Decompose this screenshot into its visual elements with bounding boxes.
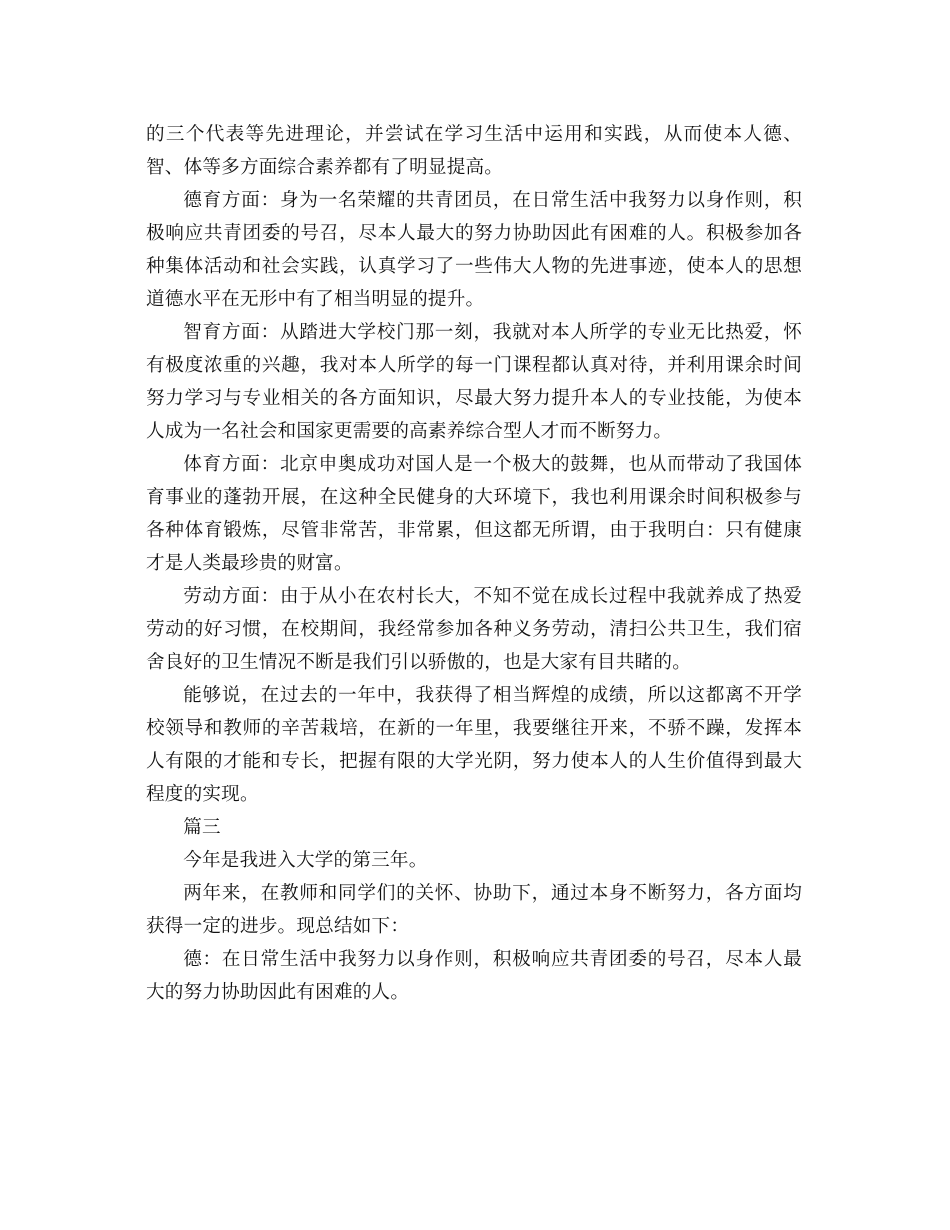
paragraph-intellectual-education: 智育方面：从踏进大学校门那一刻，我就对本人所学的专业无比热爱，怀有极度浓重的兴趣，我对本人所学的每一门课程都认真对待，并利用课余时间努力学习与专业相关的各方面知识，尽最大努力提升本人的专业技能，为使本人成为一名社会和国家更需要的高素养综合型人才而不断努力。 [146,322,802,442]
paragraph-physical-education: 体育方面：北京申奥成功对国人是一个极大的鼓舞，也从而带动了我国体育事业的蓬勃开展，在这种全民健身的大环境下，我也利用课余时间积极参与各种体育锻炼，尽管非常苦，非常累，但这都无所谓，由于我明白：只有健康才是人类最珍贵的财富。 [146,454,802,574]
document-body [146,118,802,1009]
paragraph-third-year: 今年是我进入大学的第三年。 [183,850,428,871]
paragraph-labor: 劳动方面：由于从小在农村长大，不知不觉在成长过程中我就养成了热爱劳动的好习惯，在校期间，我经常参加各种义务劳动，清扫公共卫生，我们宿舍良好的卫生情况不断是我们引以骄傲的，也是大家有目共睹的。 [146,586,802,673]
paragraph-continued-intro: 的三个代表等先进理论，并尝试在学习生活中运用和实践，从而使本人德、智、体等多方面综合素养都有了明显提高。 [146,124,802,178]
section-heading-part-three: 篇三 [183,817,221,838]
paragraph-moral-education: 德育方面：身为一名荣耀的共青团员，在日常生活中我努力以身作则，积极响应共青团委的号召，尽本人最大的努力协助因此有困难的人。积极参加各种集体活动和社会实践，认真学习了一些伟大人物的先进事迹，使本人的思想道德水平在无形中有了相当明显的提升。 [146,190,802,310]
paragraph-two-years-summary: 两年来，在教师和同学们的关怀、协助下，通过本身不断努力，各方面均获得一定的进步。现总结如下： [146,883,802,937]
paragraph-moral-summary: 德：在日常生活中我努力以身作则，积极响应共青团委的号召，尽本人最大的努力协助因此有困难的人。 [146,949,802,1003]
paragraph-conclusion: 能够说，在过去的一年中，我获得了相当辉煌的成绩，所以这都离不开学校领导和教师的辛苦栽培，在新的一年里，我要继往开来，不骄不躁，发挥本人有限的才能和专长，把握有限的大学光阴，努力使本人的人生价值得到最大程度的实现。 [146,685,802,805]
